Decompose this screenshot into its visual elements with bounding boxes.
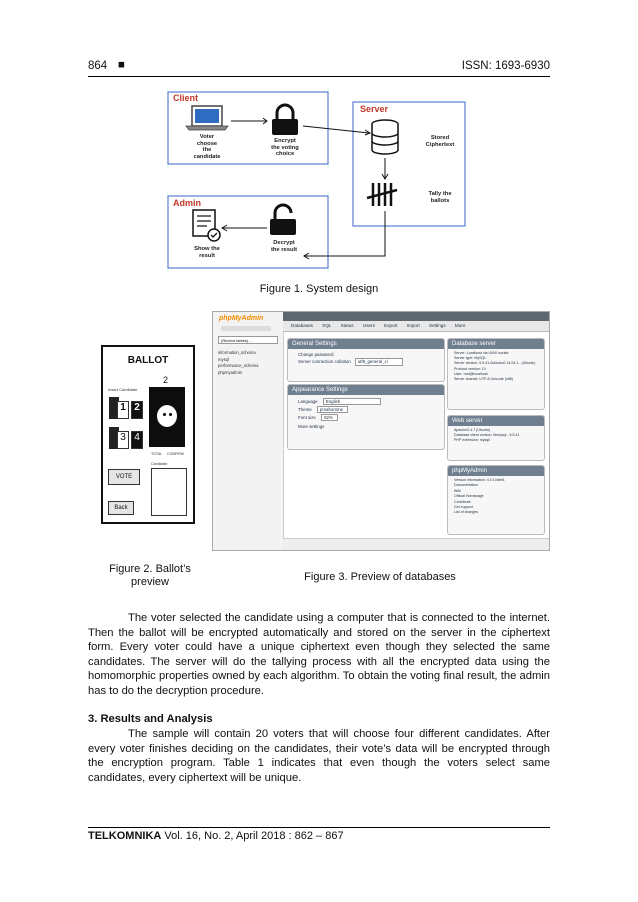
- tab-export[interactable]: Export: [384, 323, 398, 328]
- database-server-title: Database server: [448, 339, 544, 349]
- changes-link[interactable]: List of changes: [454, 510, 479, 515]
- appearance-settings-panel: [287, 384, 445, 450]
- tally-icon: [367, 183, 397, 206]
- back-button[interactable]: Back: [108, 501, 134, 515]
- language-label: Language: [298, 399, 318, 404]
- encrypt-text: Encrypt the voting choice: [271, 138, 299, 157]
- wiki-link[interactable]: Wiki: [454, 488, 461, 493]
- vote-button[interactable]: VOTE: [108, 469, 140, 485]
- citation-details: Vol. 16, No. 2, April 2018 : 862 – 867: [161, 830, 344, 842]
- candidate-photo: [149, 387, 185, 447]
- pma-db-tree: [218, 350, 259, 376]
- homepage-link[interactable]: Official Homepage: [454, 494, 484, 499]
- tab-databases[interactable]: Databases: [291, 323, 313, 328]
- contribute-link[interactable]: Contribute: [454, 499, 471, 504]
- header-bullet: ■: [118, 59, 125, 71]
- pma-logo: phpMyAdmin: [219, 315, 264, 322]
- tab-status[interactable]: Status: [340, 323, 354, 328]
- pma-recent-select[interactable]: (Recent tables) ...: [218, 336, 278, 344]
- figure-2-caption: Figure 2. Ballot’s preview: [109, 563, 191, 588]
- page-number: 864: [88, 60, 108, 72]
- key-2[interactable]: 2: [131, 401, 143, 419]
- web-server-panel: Web server Apache/2.4.7 (Ubuntu) Database client version: libmysql - 5.5.41 PHP extension: mysqli: [447, 415, 545, 461]
- tab-more[interactable]: More: [454, 323, 466, 328]
- tally-text: Tally the ballots: [428, 191, 452, 204]
- header-rule: [88, 76, 550, 77]
- key-1[interactable]: 1: [117, 401, 129, 419]
- server-label: Server: [360, 104, 389, 114]
- tab-users[interactable]: Users: [362, 323, 375, 328]
- footer-rule: [88, 827, 550, 828]
- documentation-link[interactable]: Documentation: [454, 483, 479, 488]
- collation-select[interactable]: utf8_general_ci: [355, 358, 403, 366]
- footer-citation: [88, 830, 344, 842]
- phpmyadmin-screenshot: [212, 311, 550, 551]
- pma-sidebar: [213, 312, 284, 550]
- font-size-select[interactable]: 82%: [321, 414, 338, 421]
- section-heading: 3. Results and Analysis: [88, 713, 213, 725]
- result-document-icon: [193, 210, 220, 241]
- paragraph-2: The sample will contain 20 voters that will choose four different candidates. After every voter finishes deciding on the candidates, their vote’s data will be encrypted through the encryption program. Table 1 indicates that even though the voters select same candidates, every ciphertext will be unique.: [88, 728, 550, 784]
- ballot-option-label-1: TOTAL: [151, 452, 163, 456]
- theme-select[interactable]: pmahomme: [317, 406, 348, 413]
- lock-icon: [272, 105, 298, 135]
- phpmyadmin-info-title: phpMyAdmin: [448, 466, 544, 476]
- laptop-icon: [186, 106, 228, 130]
- pma-tabs: [283, 321, 549, 332]
- theme-label: Theme: [298, 407, 312, 413]
- client-label: Client: [173, 93, 199, 103]
- ballot-field-label: Candidate: [151, 462, 168, 466]
- collation-label: Server connection collation: [298, 359, 351, 365]
- ballot-option-label-2: CONFIRM: [167, 452, 184, 456]
- tree-item[interactable]: mysql: [218, 356, 229, 362]
- support-link[interactable]: Get support: [454, 505, 473, 510]
- paragraph-1: The voter selected the candidate using a computer that is connected to the internet. Then the ballot will be encrypted automatically and stored on the server in the ciphertext form. Every voter could have a unique ciphertext even though they selected the same candidates. The server will do the tallying process with all the encrypted data using the homomorphic properties owned by each algorithm. To obtain the voting final result, the admin has to do the decryption procedure.: [88, 612, 550, 697]
- show-result-text: Show the result: [194, 246, 220, 259]
- ballot-candidate-field[interactable]: [151, 468, 187, 516]
- appearance-settings-title: Appearance Settings: [288, 385, 444, 395]
- journal-name: TELKOMNIKA: [88, 830, 162, 842]
- database-icon: [372, 120, 398, 154]
- tree-item[interactable]: phpmyadmin: [218, 369, 242, 375]
- general-settings-title: General Settings: [288, 339, 444, 349]
- figure-3-caption: Figure 3. Preview of databases: [304, 571, 456, 583]
- pma-title-bar: [283, 312, 549, 321]
- general-settings-panel: [287, 338, 445, 382]
- more-settings-link[interactable]: More settings: [298, 423, 325, 429]
- issn: ISSN: 1693-6930: [461, 60, 550, 72]
- pma-status-bar: [283, 538, 549, 551]
- phpmyadmin-info-panel: phpMyAdmin Version information: 4.0.10deb1 Documentation Wiki Official Homepage Contribute Get support List of changes: [447, 465, 545, 535]
- unlock-icon: [270, 205, 296, 235]
- ballot-preview: [101, 345, 195, 524]
- ballot-number: 2: [163, 375, 169, 385]
- tree-item[interactable]: information_schema: [218, 350, 256, 355]
- key-4[interactable]: 4: [131, 431, 143, 449]
- key-3[interactable]: 3: [117, 431, 129, 449]
- figure-1-system-design: [165, 88, 475, 273]
- server-box: [353, 102, 465, 226]
- decrypt-text: Decrypt the result: [270, 240, 298, 253]
- admin-label: Admin: [173, 198, 201, 208]
- change-password-link[interactable]: Change password: [298, 352, 334, 357]
- tree-item[interactable]: performance_schema: [218, 363, 259, 368]
- database-server-panel: Database server Server: Localhost via UNIX socket Server type: MySQL Server version: 5.5.41-0ubuntu0.14.04.1 - (Ubuntu) Protocol version: 10 User: root@localhost Server charset: UTF-8 Unicode (utf8): [447, 338, 545, 410]
- stored-ciphertext-text: Stored Ciphertext: [425, 135, 455, 148]
- voter-choose-text: Voter choose the candidate: [193, 134, 221, 160]
- web-server-title: Web server: [448, 416, 544, 426]
- tab-sql[interactable]: SQL: [322, 323, 332, 328]
- font-size-label: Font size: [298, 415, 316, 421]
- ballot-title: BALLOT: [127, 355, 169, 366]
- ballot-left-label: Insert Candidate: [108, 387, 138, 392]
- language-select[interactable]: English: [323, 398, 381, 405]
- figure-1-caption: Figure 1. System design: [259, 283, 379, 295]
- tab-import[interactable]: Import: [406, 323, 420, 328]
- tab-settings[interactable]: Settings: [429, 323, 446, 328]
